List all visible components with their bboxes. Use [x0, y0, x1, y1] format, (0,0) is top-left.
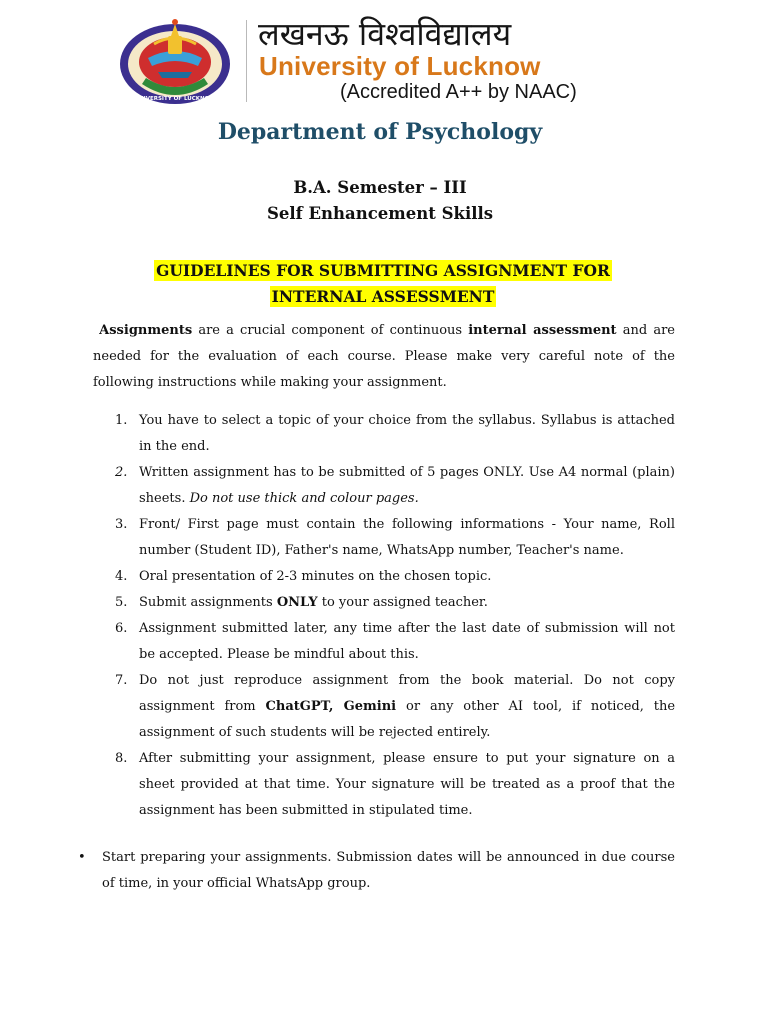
- bullet-note-text: Start preparing your assignments. Submission dates will be announced in due course of time, in your official WhatsApp group.: [102, 850, 675, 891]
- instruction-text: You have to select a topic of your choice from the syllabus. Syllabus is attached in the end.: [139, 413, 675, 454]
- instruction-italic-note: Do not use thick and colour pages.: [189, 491, 419, 506]
- guidelines-heading-line2: INTERNAL ASSESSMENT: [271, 287, 495, 306]
- instruction-item-3: [93, 512, 675, 564]
- instruction-number: 1.: [115, 413, 128, 428]
- instruction-number: 7.: [115, 673, 128, 688]
- instruction-text: Do not just reproduce assignment from the book material. Do not copy assignment from: [139, 673, 675, 714]
- instruction-text: After submitting your assignment, please ensure to put your signature on a sheet provided at that time. Your signature will be treated as a proof that the assignment has been submitted in stipulated time.: [139, 751, 675, 818]
- instruction-number: 2.: [115, 465, 128, 480]
- instruction-number: 6.: [115, 621, 128, 636]
- instructions-list: [93, 408, 675, 824]
- university-name: University of Lucknow: [259, 51, 541, 81]
- instruction-item-2: [93, 460, 675, 512]
- header-divider: [246, 20, 247, 102]
- instruction-item-8: [93, 746, 675, 824]
- semester-title: B.A. Semester – III: [293, 178, 467, 197]
- bullet-icon: •: [78, 850, 86, 865]
- instruction-text-after: or any other AI tool, if noticed, the assignment of such students will be rejected entirely.: [139, 699, 676, 740]
- department-title: Department of Psychology: [217, 119, 543, 145]
- instruction-text: Written assignment has to be submitted of 5 pages ONLY. Use A4 normal (plain) sheets.: [139, 465, 675, 506]
- instruction-item-7: [93, 668, 675, 746]
- intro-text-2: and are needed for the evaluation of each course. Please make very careful note of the following instructions while making your assignment.: [93, 323, 675, 390]
- letterhead: [0, 0, 768, 110]
- course-title: Self Enhancement Skills: [266, 204, 494, 223]
- intro-bold-assignments: Assignments: [99, 323, 193, 338]
- accreditation-text: (Accredited A++ by NAAC): [340, 81, 577, 103]
- seal-text: UNIVERSITY OF LUCKNOW: [134, 96, 216, 102]
- instruction-number: 3.: [115, 517, 128, 532]
- instruction-text: Oral presentation of 2-3 minutes on the chosen topic.: [139, 569, 492, 584]
- instruction-text: Assignment submitted later, any time after the last date of submission will not be accepted. Please be mindful about this.: [139, 621, 675, 662]
- instruction-item-4: [93, 564, 675, 590]
- guidelines-heading-line1: GUIDELINES FOR SUBMITTING ASSIGNMENT FOR: [156, 261, 610, 280]
- instruction-number: 5.: [115, 595, 128, 610]
- university-name-hindi: लखनऊ विश्वविद्यालय: [258, 15, 512, 53]
- guidelines-heading: [0, 258, 766, 310]
- instruction-number: 8.: [115, 751, 128, 766]
- instruction-bold: ChatGPT, Gemini: [265, 699, 397, 714]
- instruction-text: Front/ First page must contain the following informations - Your name, Roll number (Student ID), Father's name, WhatsApp number, Teacher's name.: [139, 517, 675, 558]
- bullet-note: [78, 845, 675, 897]
- instruction-item-6: [93, 616, 675, 668]
- instruction-number: 4.: [115, 569, 128, 584]
- instruction-text: Submit assignments: [139, 595, 277, 610]
- intro-text-1: are a crucial component of continuous: [192, 323, 469, 338]
- university-seal-icon: [118, 14, 233, 106]
- instruction-item-5: [93, 590, 675, 616]
- intro-bold-internal-assessment: internal assessment: [468, 323, 617, 338]
- intro-paragraph: [93, 318, 675, 396]
- instruction-text-after: to your assigned teacher.: [317, 595, 488, 610]
- instruction-item-1: [93, 408, 675, 460]
- instruction-bold: ONLY: [276, 595, 318, 610]
